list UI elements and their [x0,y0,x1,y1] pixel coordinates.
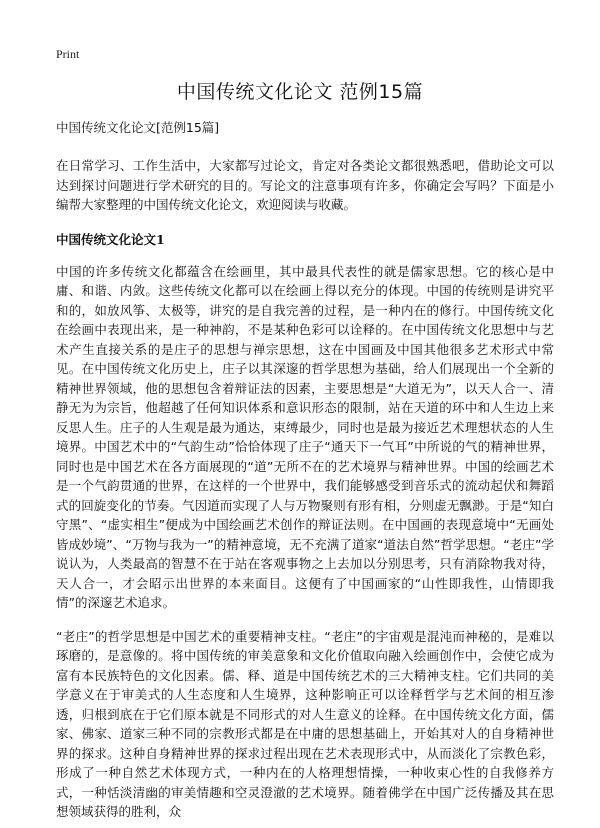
document-subtitle: 中国传统文化论文[范例15篇] [56,120,220,135]
intro-paragraph: 在日常学习、工作生活中，大家都写过论文，肯定对各类论文都很熟悉吧，借助论文可以达到探讨问题进行学术研究的目的。写论文的注意事项有许多，你确定会写吗？下面是小编帮大家整理的中国传统文化论文，欢迎阅读与收藏。 [56,158,554,212]
document-title: 中国传统文化论文 范例15篇 [176,81,424,103]
body-paragraph-1: 中国的许多传统文化都蕴含在绘画里，其中最具代表性的就是儒家思想。它的核心是中庸、和谐、内敛。这些传统文化都可以在绘画上得以充分的体现。中国的传统则是讲究平和的，如放风筝、太极等，讲究的是自我完善的过程，是一种内在的修行。中国传统文化在绘画中表现出来，是一种神韵，不是某种色彩可以诠释的。在中国传统文化思想中与艺术产生直接关系的是庄子的思想与禅宗思想，这在中国画及中国其他很多艺术形式中常见。在中国传统文化历史上，庄子以其深邃的哲学思想为基础，给人们展现出一个全新的精神世界领域，他的思想包含着辩证法的因素，主要思想是“大道无为”，以天人合一、清静无为为宗旨，他超越了任何知识体系和意识形态的限制，站在天道的环中和人生边上来反思人生。庄子的人生观是最为通达，束缚最少，同时也是最为接近艺术理想状态的人生境界。中国艺术中的“气韵生动”恰恰体现了庄子“通天下一气耳”中所说的气的精神世界，同时也是中国艺术在各方面展现的“道”无所不在的艺术境界与精神世界。中国的绘画艺术是一个气韵贯通的世界，在这样的一个世界中，我们能够感受到音乐式的流动起伏和舞蹈式的回旋变化的节奏。气因道而实现了人与万物聚则有形有相，分则虚无飘渺。于是“知白守黑”、“虚实相生”便成为中国绘画艺术创作的辩证法则。在中国画的表现意境中“无画处皆成妙境”、“万物与我为一”的精神意境，无不充满了道家“道法自然”哲学思想。“老庄”学说认为，人类最高的智慧不在于站在客观事物之上去加以分别思考，只有消除物我对待，天人合一，才会昭示出世界的本来面目。这便有了中国画家的“山性即我性，山情即我情”的深邃艺术追求。 [56,263,554,610]
print-label: Print [56,47,80,61]
document-body [56,118,554,828]
section-heading: 中国传统文化论文1 [56,231,165,247]
body-paragraph-2: “老庄”的哲学思想是中国艺术的重要精神支柱。“老庄”的宇宙观是混沌而神秘的，是难以琢磨的，是意像的。将中国传统的审美意象和文化价值取向融入绘画创作中，会使它成为富有本民族特色的文化因素。儒、释、道是中国传统艺术的三大精神支柱。它们共同的美学意义在于审美式的人生态度和人生境界，这种影响正可以诠释哲学与艺术间的相互渗透，归根到底在于它们原本就是不同形式的对人生意义的诠释。在中国传统文化方面，儒家、佛家、道家三种不同的宗教形式都是在中庸的思想基础上，开始其对人的自身精神世界的探求。这种自身精神世界的探求过程出现在艺术表现形式中，从而淡化了宗教色彩，形成了一种自然艺术体现方式，一种内在的人格理想情操，一种收束心性的自我修养方式，一种恬淡清幽的审美情趣和空灵澄澈的艺术境界。随着佛学在中国广泛传播及其在思想领域获得的胜利，众 [56,628,554,819]
